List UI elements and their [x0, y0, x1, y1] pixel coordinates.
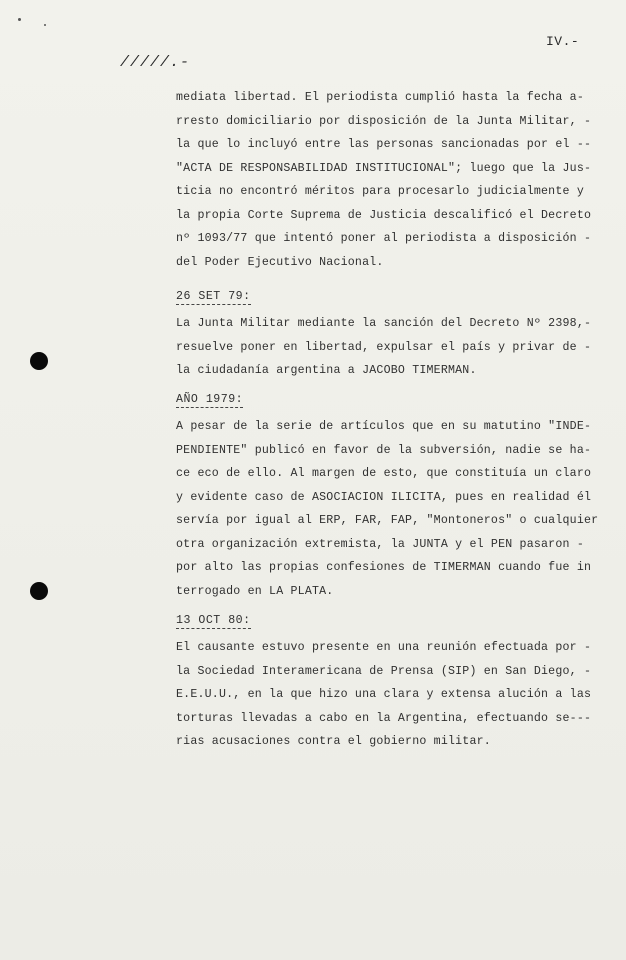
sep79-paragraph — [176, 312, 612, 383]
text-line: ce eco de ello. Al margen de esto, que constituía un claro — [176, 467, 592, 480]
date-heading-text: 13 OCT 80: — [176, 614, 251, 627]
text-line: PENDIENTE" publicó en favor de la subversión, nadie se ha- — [176, 443, 592, 457]
text-line: del Poder Ejecutivo Nacional. — [176, 255, 384, 269]
text-line: rias acusaciones contra el gobierno militar. — [176, 735, 491, 748]
text-line: E.E.U.U., en la que hizo una clara y extensa alución a las — [176, 688, 592, 701]
date-heading-sep79 — [176, 290, 251, 303]
text-line: y evidente caso de ASOCIACION ILICITA, pues en realidad él — [176, 490, 592, 504]
date-heading-oct80 — [176, 614, 251, 627]
punch-hole — [30, 352, 48, 370]
text-line: la Sociedad Interamericana de Prensa (SIP) en San Diego, - — [176, 664, 592, 678]
text-line: El causante estuvo presente en una reunión efectuada por - — [176, 641, 592, 654]
text-line: resuelve poner en libertad, expulsar el país y privar de - — [176, 340, 592, 354]
text-line: por alto las propias confesiones de TIMERMAN cuando fue in — [176, 561, 592, 574]
text-line: nº 1093/77 que intentó poner al periodista a disposición - — [176, 232, 592, 245]
punch-hole — [30, 582, 48, 600]
paper-speck — [18, 18, 21, 21]
ano1979-paragraph — [176, 415, 612, 603]
date-heading-text: AÑO 1979: — [176, 393, 244, 406]
intro-paragraph — [176, 86, 612, 274]
text-line: ticia no encontró méritos para procesarlo judicialmente y — [176, 185, 584, 198]
text-line: La Junta Militar mediante la sanción del Decreto Nº 2398,- — [176, 317, 592, 330]
date-heading-ano1979 — [176, 393, 243, 406]
text-line: otra organización extremista, la JUNTA y el PEN pasaron - — [176, 537, 584, 551]
text-line: "ACTA DE RESPONSABILIDAD INSTITUCIONAL"; luego que la Jus- — [176, 161, 592, 175]
text-line: A pesar de la serie de artículos que en su matutino "INDE- — [176, 420, 592, 433]
text-line: la propia Corte Suprema de Justicia descalificó el Decreto — [176, 208, 592, 222]
text-line: servía por igual al ERP, FAR, FAP, "Montoneros" o cualquier — [176, 514, 599, 527]
text-line: la ciudadanía argentina a JACOBO TIMERMAN. — [176, 364, 477, 377]
oct80-paragraph — [176, 636, 612, 754]
continuation-mark: /////.- — [120, 54, 191, 71]
text-line: terrogado en LA PLATA. — [176, 584, 334, 598]
text-line: la que lo incluyó entre las personas sancionadas por el -- — [176, 138, 592, 151]
paper-speck — [44, 24, 46, 26]
text-line: rresto domiciliario por disposición de la Junta Militar, - — [176, 114, 592, 128]
text-line: mediata libertad. El periodista cumplió hasta la fecha a- — [176, 91, 584, 104]
text-line: torturas llevadas a cabo en la Argentina, efectuando se--- — [176, 711, 592, 725]
page-number: IV.- — [546, 34, 580, 49]
date-heading-text: 26 SET 79: — [176, 290, 251, 303]
